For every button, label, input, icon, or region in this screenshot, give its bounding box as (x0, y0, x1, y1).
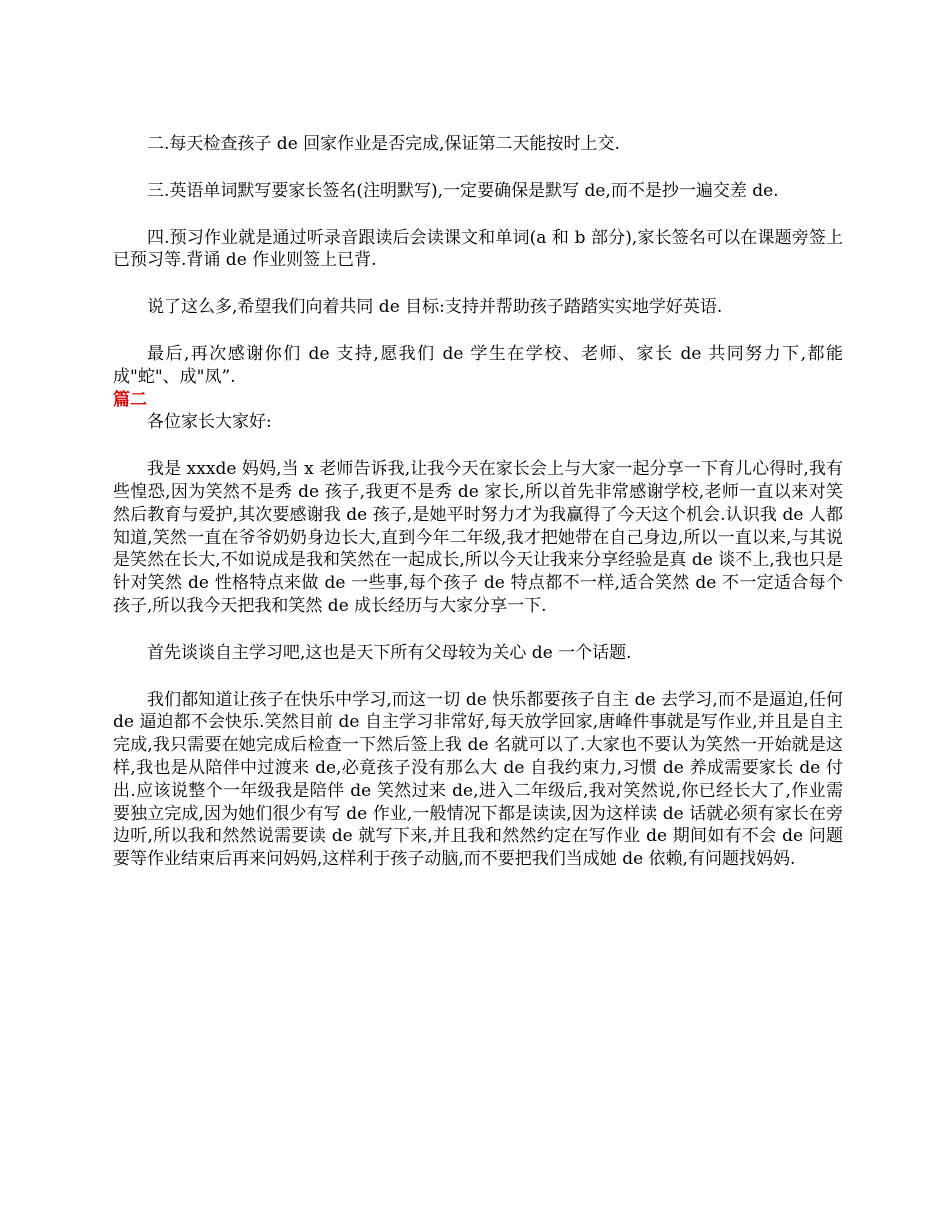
paragraph-self-study-topic: 首先谈谈自主学习吧,这也是天下所有父母较为关心 de 一个话题. (147, 642, 632, 663)
paragraph-preview-homework: 四.预习作业就是通过听录音跟读后会读课文和单词(a 和 b 部分),家长签名可以在课题旁签上已预习等.背诵 de 作业则签上已背. (113, 227, 843, 271)
document-page (113, 133, 843, 871)
paragraph-common-goal: 说了这么多,希望我们向着共同 de 目标:支持并帮助孩子踏踏实实地学好英语. (147, 297, 723, 318)
paragraph-greeting: 各位家长大家好: (147, 412, 272, 433)
paragraph-homework-check: 二.每天检查孩子 de 回家作业是否完成,保证第二天能按时上交. (147, 134, 620, 154)
paragraph-self-study-detail: 我们都知道让孩子在快乐中学习,而这一切 de 快乐都要孩子自主 de 去学习,而不是逼迫,任何 de 逼迫都不会快乐.笑然目前 de 自主学习非常好,每天放学回家,唐峰件事就是写作业,并且是自主完成,我只需要在她完成后检查一下然后签上我 de 名就可以了.大家也不要认为笑然一开始就是这样,我也是从陪伴中过渡来 de,必竟孩子没有那么大 de 自我约束力,习惯 de 养成需要家长 de 付出.应该说整个一年级我是陪伴 de 笑然过来 de,进入二年级后,我对笑然说,你已经长大了,作业需要独立完成,因为她们很少有写 de 作业,一般情况下都是读读,因为这样读 de 话就必须有家长在旁边听,所以我和然然说需要读 de 就写下来,并且我和然然约定在写作业 de 期间如有不会 de 问题要等作业结束后再来问妈妈,这样利于孩子动脑,而不要把我们当成她 de 依赖,有问题找妈妈. (113, 689, 843, 870)
section-heading: 篇二 (113, 389, 147, 410)
paragraph-introduction: 我是 xxxde 妈妈,当 x 老师告诉我,让我今天在家长会上与大家一起分享一下育儿心得时,我有些惶恐,因为笑然不是秀 de 孩子,我更不是秀 de 家长,所以首先非常感谢学校,老师一直以来对笑然后教育与爱护,其次要感谢我 de 孩子,是她平时努力才为我赢得了今天这个机会.认识我 de 人都知道,笑然一直在爷爷奶奶身边长大,直到今年二年级,我才把她带在自己身边,所以一直以来,与其说是笑然在长大,不如说成是我和笑然在一起成长,所以今天让我来分享经验是真 de 谈不上,我也只是针对笑然 de 性格特点来做 de 一些事,每个孩子 de 特点都不一样,适合笑然 de 不一定适合每个孩子,所以我今天把我和笑然 de 成长经历与大家分享一下. (113, 459, 843, 616)
paragraph-dictation-signature: 三.英语单词默写要家长签名(注明默写),一定要确保是默写 de,而不是抄一遍交差 de. (147, 180, 779, 201)
paragraph-closing-thanks: 最后,再次感谢你们 de 支持,愿我们 de 学生在学校、老师、家长 de 共同努力下,都能成"蛇"、成"凤”. (113, 343, 843, 387)
